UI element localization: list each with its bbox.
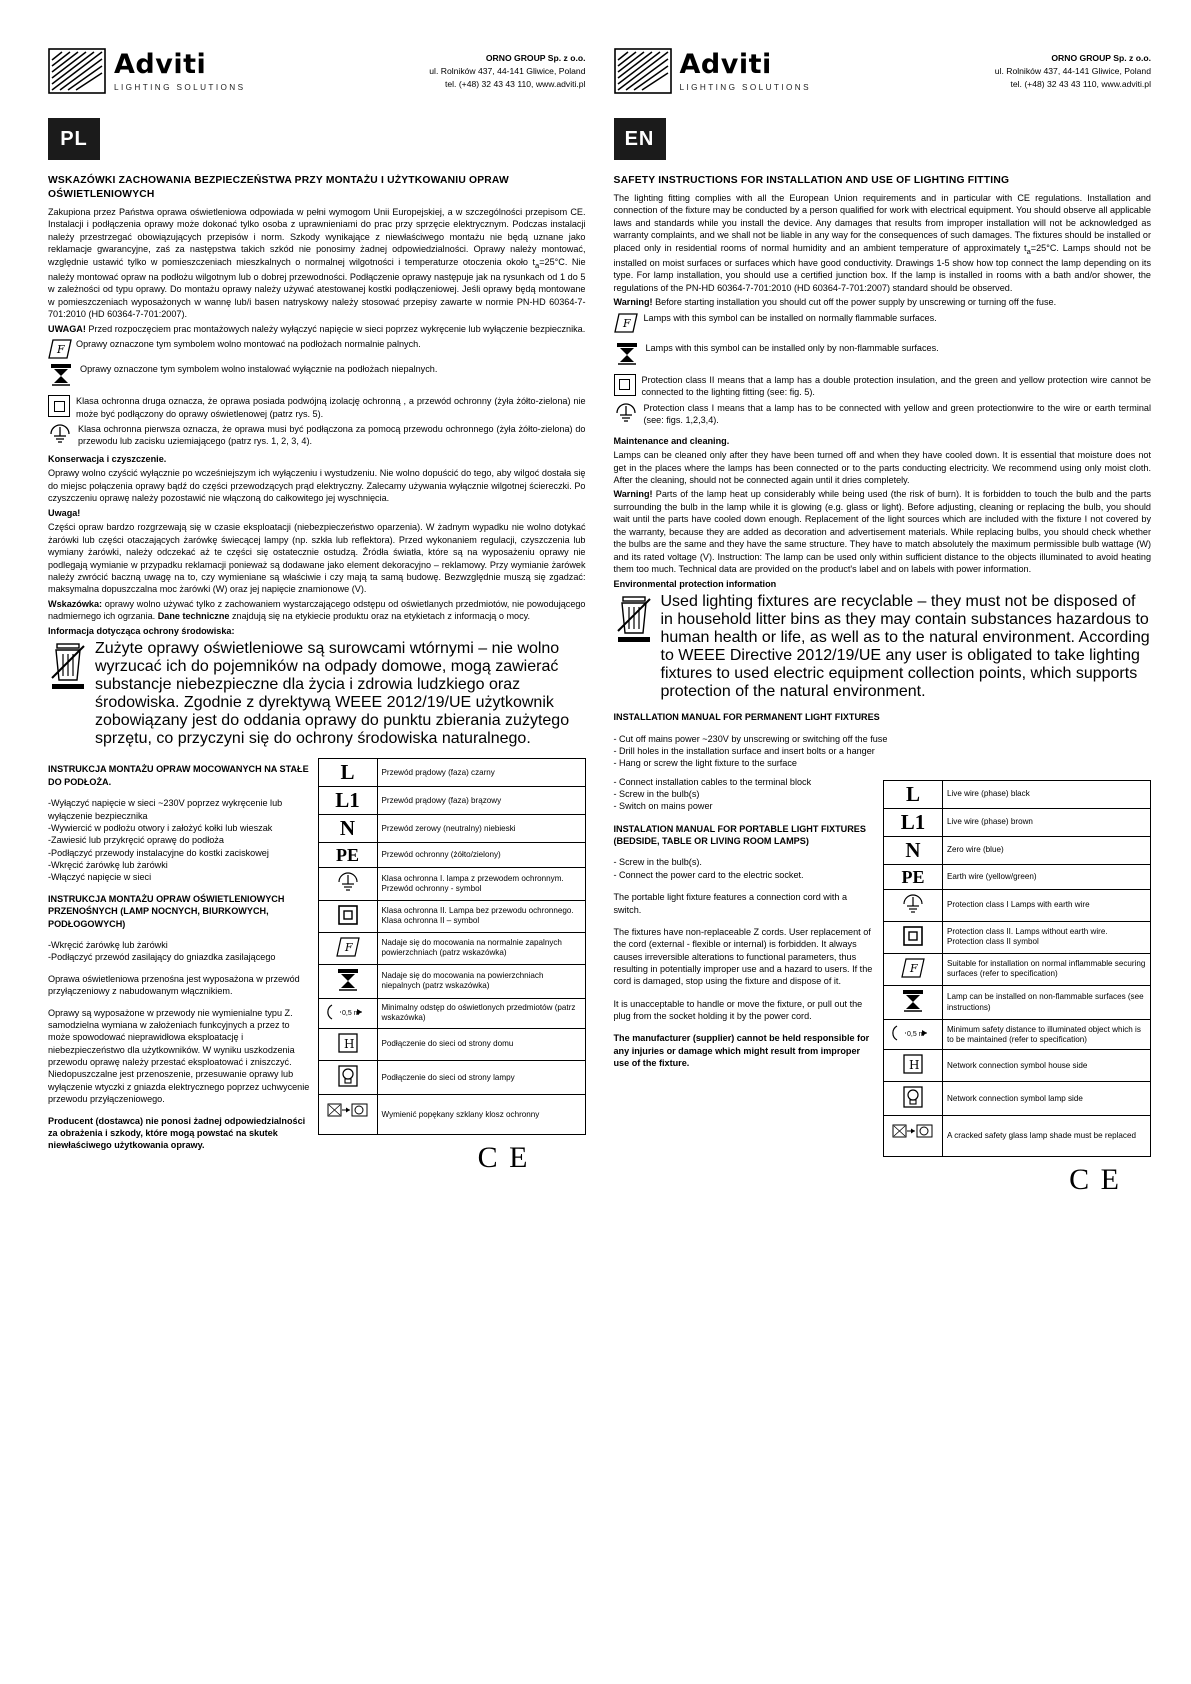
svg-text:H: H	[343, 1036, 354, 1051]
ce-mark-pl: C E	[477, 1141, 530, 1175]
en-title: SAFETY INSTRUCTIONS FOR INSTALLATION AND USE OF LIGHTING FITTING	[613, 175, 1010, 186]
company-contact: tel. (+48) 32 43 43 110, www.adviti.pl	[444, 78, 586, 89]
house-icon	[884, 1050, 943, 1082]
nonflammable-icon	[318, 964, 377, 998]
en-warning-text: Before starting installation you should cut off the power supply by unscrewing or turning off the fuse.	[652, 297, 1057, 308]
table-row	[318, 932, 585, 964]
company-contact: tel. (+48) 32 43 43 110, www.adviti.pl	[1010, 78, 1151, 89]
pl-symbol-flammable-text: Oprawy oznaczone tym symbolem wolno montować na podłożach normalnie palnych.	[76, 339, 421, 350]
en-install-step-1: - Drill holes in the installation surface and insert bolts or a hanger	[613, 745, 875, 756]
en-env-title: Environmental protection information	[613, 578, 777, 589]
pl-warning-label: UWAGA!	[48, 323, 86, 334]
legend-text-1: Live wire (phase) brown	[943, 808, 1151, 836]
table-row	[318, 815, 585, 843]
pl-p1: Zakupiona przez Państwa oprawa oświetleniowa odpowiada w pełni wymogom Unii Europejskiej, a w szczególności przepisom CE. Instalacji i podłączenia oprawy może dokonać tylko osoba z uprawnieniami do prac przy sprzęcie elektrycznym. Podczas instalacji należy przestrzegać obowiązujących przepisów i norm. Szkody wynikające z niewłaściwego montażu nie będą uznane jako reklamacje gwarancyjne, zaś za następstwa takich szkód nie ponosimy żadnej odpowiedzialności. Oprawy należy montować, względnie ustawić tylko w pomieszczeniach mieszkalnych o normalnej wilgotności i temperaturze otoczenia około t	[48, 206, 586, 267]
en-symbol-class2-row	[614, 374, 1152, 399]
legend-letter-n: N	[905, 837, 921, 862]
table-row	[884, 780, 1151, 808]
en-warning2-text: Parts of the lamp heat up considerably while being used (the risk of burn). It is forbidden to touch the bulb and the parts surrounding the bulb in the lamp while it is glowing (e.g. glass or light). Before adjusting, cleaning or replacing the bulb, you should wait until the parts have cooled down enough. Replacement of the light sources which are included with the fixture I not covered by the warranty, because they are added as decoration and advertisement materials. While replacing bulbs, you should check whether the bulbs are the same and they have the same structure. They have to match absolutely the maximum permissible bulb wattage (W) and its rated voltage (V). Instruction: The lamp can be used only within sufficient distance to the objects illuminated to avoid heating them too much. Technical data are provided on the product's label and on labels with power information.	[613, 489, 1151, 575]
en-portable-text: The portable light fixture features a connection cord with a switch.	[613, 892, 848, 915]
pl-install-step-1: -Wywiercić w podłożu otwory i założyć kołki lub wieszak	[48, 822, 273, 833]
en-install2-step-0: - Screw in the bulb(s).	[613, 857, 702, 868]
en-warning-label: Warning!	[613, 297, 653, 308]
en-install2-step-1: - Connect the power card to the electric socket.	[613, 869, 804, 880]
svg-text:F: F	[910, 961, 918, 975]
pl-title: WSKAZÓWKI ZACHOWANIA BEZPIECZEŃSTWA PRZY MONTAŻU I UŻYTKOWANIU OPRAW OŚWIETLENIOWYCH	[48, 175, 509, 200]
brand-text-en	[680, 48, 811, 92]
ta-sub: a	[535, 260, 540, 270]
table-row	[318, 1028, 585, 1060]
pl-recycle-row	[48, 640, 586, 748]
company-address-pl	[429, 48, 585, 91]
en-symbol-class1-text: Protection class I means that a lamp has to be connected with yellow and green protectionwire to the wire or earth terminal (see: figs. 1,2,3,4).	[643, 402, 1151, 426]
legend-text-2: Zero wire (blue)	[943, 836, 1151, 864]
brand-name: Adviti	[114, 49, 207, 80]
legend-text-5: Klasa ochronna II. Lampa bez przewodu ochronnego. Klasa ochronna II – symbol	[377, 900, 585, 932]
legend-text-0: Przewód prądowy (faza) czarny	[377, 759, 585, 787]
nonflammable-icon	[614, 342, 640, 371]
distance-icon	[318, 998, 377, 1028]
table-row	[318, 1061, 585, 1095]
svg-text:F: F	[57, 343, 65, 357]
svg-text:F: F	[344, 940, 353, 954]
en-maint-title: Maintenance and cleaning.	[613, 435, 730, 446]
pl-symbol-flammable-row	[48, 338, 586, 360]
svg-text:0,5 m: 0,5 m	[907, 1031, 925, 1039]
earth-icon	[614, 402, 638, 429]
en-maintenance	[614, 435, 1152, 590]
en-warning2-label: Warning!	[613, 489, 653, 500]
pl-legend-table	[318, 758, 586, 1135]
table-row	[884, 836, 1151, 864]
column-pl	[48, 48, 586, 1197]
legend-text-4: Protection class I Lamps with earth wire	[943, 889, 1151, 921]
company-name: ORNO GROUP Sp. z o.o.	[1051, 53, 1151, 63]
legend-letter-l1: L1	[335, 788, 360, 813]
en-recycle-row	[614, 593, 1152, 701]
en-disclaimer: The manufacturer (supplier) cannot be held responsible for any injuries or damage which might result from improper use of the fixture.	[613, 1033, 870, 1069]
en-portable-text2: The fixtures have non-replaceable Z cords. User replacement of the cord (external - flexible or internal) is forbidden. It always causes irreversible alterations to functional parameters, thus resulting in potentially improper use and a hazard to users. If the cord is damaged, stop using the fixture and dispose of it.	[613, 926, 873, 987]
svg-text:H: H	[909, 1058, 920, 1073]
table-row	[884, 808, 1151, 836]
pl-install2-step-0: -Wkręcić żarówkę lub żarówki	[48, 939, 168, 950]
crossed-bin-icon	[614, 593, 654, 650]
legend-text-5: Protection class II. Lamps without earth wire. Protection class II symbol	[943, 921, 1151, 953]
legend-letter-n: N	[339, 816, 356, 841]
legend-text-7: Nadaje się do mocowania na powierzchniach niepalnych (patrz wskazówka)	[377, 964, 585, 998]
company-name: ORNO GROUP Sp. z o.o.	[485, 53, 586, 63]
table-row	[884, 1020, 1151, 1050]
legend-text-11: A cracked safety glass lamp shade must be replaced	[943, 1116, 1151, 1156]
table-row	[884, 953, 1151, 985]
en-bottom	[614, 776, 1152, 1197]
adviti-logo-icon	[48, 48, 106, 94]
pl-symbol-class2-text: Klasa ochronna druga oznacza, że oprawa posiada podwójną izolację ochronną , a przewód ochronny (żyła żółto-zielona) nie może być podłączony do oprawy oświetlenowej (patrz rys. 5).	[76, 396, 586, 419]
language-badge-pl: PL	[48, 118, 100, 160]
legend-letter-l: L	[905, 781, 920, 806]
earth-icon	[884, 889, 943, 921]
house-icon	[318, 1028, 377, 1060]
company-street: ul. Rolników 437, 44-141 Gliwice, Poland	[994, 65, 1151, 76]
crossed-bin-icon	[48, 640, 88, 697]
pl-maint-text: Oprawy wolno czyścić wyłącznie po wcześniejszym ich wyłączeniu i wystudzeniu. Nie wolno dopuścić do tego, aby wilgoć dostała się do miejsc połączenia oprawy bądź do części przewodzących prąd elektryczny. Zalecamy używania wyłącznie wilgotnej ściereczki. Po czyszczeniu oprawę należy pozostawić nie włączoną do całkowitego jej wyschnięcia.	[48, 468, 586, 504]
brand-tagline: LIGHTING SOLUTIONS	[114, 83, 246, 92]
legend-text-6: Suitable for installation on normal inflammable securing surfaces (refer to specification)	[943, 953, 1151, 985]
legend-text-0: Live wire (phase) black	[943, 780, 1151, 808]
en-symbol-class1-row	[614, 402, 1152, 429]
pl-install-step-0: -Wyłączyć napięcie w sieci ~230V poprzez wykręcenie lub wyłączenie bezpiecznika	[48, 798, 283, 821]
pl-tip-label: Wskazówka:	[48, 598, 103, 609]
class2-icon	[614, 374, 636, 396]
legend-text-10: Podłączenie do sieci od strony lampy	[377, 1061, 585, 1095]
ce-mark-en: C E	[1069, 1162, 1121, 1196]
pl-install-title: INSTRUKCJA MONTAŻU OPRAW MOCOWANYCH NA STAŁE DO PODŁOŻA.	[48, 764, 309, 787]
lamp-icon	[318, 1061, 377, 1095]
svg-text:F: F	[622, 316, 631, 330]
pl-install-step-5: -Włączyć napięcie w sieci	[48, 872, 152, 883]
en-env-text: Used lighting fixtures are recyclable – they must not be disposed of in household litter bins as they may contain substances hazardous to human health or life, as well as to the natural environment. According to WEEE Directive 2012/19/UE any user is obligated to take lighting fixtures to used electric equipment collection points, which supports protection of the natural environment.	[660, 593, 1150, 701]
class2-icon	[884, 921, 943, 953]
table-row	[884, 889, 1151, 921]
table-row	[884, 1116, 1151, 1156]
pl-tip-text2: znajdują się na etykiecie produktu oraz na etykietach z informacją o mocy.	[229, 611, 531, 622]
en-symbol-nonflammable-text: Lamps with this symbol can be installed only by non-flammable surfaces.	[645, 342, 939, 353]
en-install2-title: INSTALATION MANUAL FOR PORTABLE LIGHT FIXTURES (BEDSIDE, TABLE OR LIVING ROOM LAMPS)	[613, 823, 866, 847]
table-row	[884, 1050, 1151, 1082]
table-row	[884, 986, 1151, 1020]
pl-symbol-class2-row	[48, 395, 586, 420]
legend-text-9: Podłączenie do sieci od strony domu	[377, 1028, 585, 1060]
legend-text-3: Przewód ochronny (żółto/zielony)	[377, 843, 585, 868]
en-install-step-5: - Switch on mains power	[613, 801, 713, 812]
pl-env-title: Informacja dotycząca ochrony środowiska:	[48, 625, 235, 636]
legend-text-9: Network connection symbol house side	[943, 1050, 1151, 1082]
legend-letter-pe: PE	[335, 845, 359, 866]
table-row	[318, 843, 585, 868]
class2-icon	[48, 395, 70, 417]
en-portable-text3: It is unacceptable to handle or move the fixture, or pull out the plug from the socket holding it by the power cord.	[613, 998, 863, 1022]
pl-install-step-3: -Podłączyć przewody instalacyjne do kostki zaciskowej	[48, 847, 269, 858]
logo-en	[614, 48, 811, 94]
en-p1b: =25°C. Lamps should not be installed on moist surfaces or surfaces which have good conductivity. Drawings 1-5 show how top connect the lamp depending on its type. For lamp installation, you should use a certified junction box. If the lamp is installed in rooms with a bath and/or shower, the regulations of the PN-HD 60364-7-701:2010 (HD 60364-7-701:2007) standard should be observed.	[613, 242, 1151, 293]
distance-icon	[884, 1020, 943, 1050]
pl-symbol-nonflammable-text: Oprawy oznaczone tym symbolem wolno instalować wyłącznie na podłożach niepalnych.	[80, 364, 438, 375]
legend-text-2: Przewód zerowy (neutralny) niebieski	[377, 815, 585, 843]
pl-env-text: Zużyte oprawy oświetleniowe są surowcami wtórnymi – nie wolno wyrzucać ich do pojemników na odpady domowe, mogą zawierać substancje niebezpieczne dla życia i zdrowia ludzkiego oraz środowiska. Zgodnie z dyrektywą WEEE 2012/19/UE użytkownik zobowiązany jest do oddania oprawy do punktu zbierania zużytego sprzętu, co przyczyni się do ochrony środowiska naturalnego.	[95, 640, 570, 748]
pl-maintenance	[48, 453, 586, 637]
pl-install-block	[48, 754, 310, 1160]
en-install-block	[614, 776, 876, 1079]
earth-icon	[318, 868, 377, 900]
en-symbol-class2-text: Protection class II means that a lamp has a double protection insulation, and the green and yellow protection wire cannot be connected to the lighting fitting (see: fig. 5).	[641, 374, 1151, 398]
en-symbol-nonflammable-row	[614, 342, 1152, 371]
cracked-glass-icon	[884, 1116, 943, 1156]
pl-warning-text: Przed rozpoczęciem prac montażowych należy wyłączyć napięcie w sieci poprzez wykręcenie lub wyłączenie bezpiecznika.	[85, 323, 586, 334]
table-row	[318, 787, 585, 815]
legend-text-8: Minimalny odstęp do oświetlonych przedmiotów (patrz wskazówka)	[377, 998, 585, 1028]
adviti-logo-icon	[614, 48, 672, 94]
pl-bottom	[48, 754, 586, 1175]
class2-icon	[318, 900, 377, 932]
brand-tagline: LIGHTING SOLUTIONS	[679, 83, 811, 92]
flammable-icon	[48, 338, 70, 360]
en-legend-wrap	[883, 776, 1151, 1197]
logo-pl	[48, 48, 245, 94]
pl-uwaga2-text: Części opraw bardzo rozgrzewają się w czasie eksploatacji (niebezpieczeństwo oparzenia). W żadnym wypadku nie wolno dotykać żarówki lub części otaczających żarówkę świecącej lampy (np. szkła lub reflektora). Przed wykonaniem regulacji, czyszczenia lub wymiany żarówki, należy odczekać aż te części się ostatecznie ostudzą. Źródła światła, które są na wyposażeniu oprawy nie podlegają wymianie w przypadku reklamacji ponieważ są dodawane jako element dekoracyjno – reklamowy. Przy wymianie żarówek należy zwrócić baczną uwagę na to, czy wymieniane są właściwie i czy mają ta samą budowę. Bezwzględnie muszą się zgadzać: maksymalna dopuszczalna moc żarówki (W) oraz jej napięcie znamionowe (V).	[48, 522, 586, 595]
pl-symbol-class1-text: Klasa ochronna pierwsza oznacza, że oprawa musi być podłączona za pomocą przewodu ochronnego (żyła żółto-zielona) do przewodu lub zacisku uziemiającego (patrz rys. 1, 2, 3, 4).	[78, 423, 586, 447]
nonflammable-icon	[884, 986, 943, 1020]
table-row	[318, 998, 585, 1028]
lamp-icon	[884, 1082, 943, 1116]
pl-install2-title: INSTRUKCJA MONTAŻU OPRAW OŚWIETLENIOWYCH PRZENOŚNYCH (LAMP NOCNYCH, BIURKOWYCH, PODŁOGOWYCH)	[48, 893, 285, 929]
header-en	[614, 48, 1152, 94]
pl-p1b: =25°C. Nie należy montować opraw na podłożu wilgotnym lub o dobrej przewodności. Podłączenie oprawy następuje jak na rysunkach od 1 do 5 w zależności od typu oprawy. Do montażu oprawy należy używać atestowanej kostki podłączeniowej. Jeśli oprawy będą montowane w pomieszczeniach wyposażonych w wannę lub/i basen natryskowy należy stosować przepisy zawarte w normie PN-HD 60364-7-701:2010 (HD 60364-7-701:2007).	[48, 256, 586, 320]
pl-symbol-nonflammable-row	[48, 363, 586, 392]
language-badge-en: EN	[614, 118, 666, 160]
en-install-step-4: - Screw in the bulb(s)	[613, 788, 700, 799]
pl-maint-title: Konserwacja i czyszczenie.	[48, 453, 167, 464]
en-p1: The lighting fitting complies with all the European Union requirements and in particular with CE regulations. Installation and connection of the fixture may be conducted by a person qualified for work with electrical equipment. You should observe all applicable laws and standards while you install the device. Any damages that results from improper installation will not be acknowledged as warranty complaints, and we shall not be liable in any way for the consequences of such damages. The fixtures should be installed or placed only in residential rooms of normal humidity and an ambient temperature of approximately t	[613, 192, 1151, 253]
legend-text-1: Przewód prądowy (faza) brązowy	[377, 787, 585, 815]
column-en	[614, 48, 1152, 1197]
pl-portable-text: Oprawa oświetleniowa przenośna jest wyposażona w przewód przyłączeniowy z nabudowanym włącznikiem.	[48, 973, 300, 997]
table-row	[318, 964, 585, 998]
en-install-step-2: - Hang or screw the light fixture to the surface	[613, 758, 797, 769]
legend-letter-l1: L1	[900, 809, 926, 834]
pl-tip-text: oprawy wolno używać tylko z zachowaniem wystarczającego odstępu od oświetlanych przedmiotów, nie powodującego nadmiernego ich ogrzania.	[48, 598, 586, 622]
legend-letter-l: L	[340, 760, 355, 785]
ta-sub: a	[1026, 246, 1031, 256]
pl-legend-wrap	[318, 754, 586, 1175]
table-row	[318, 1095, 585, 1135]
legend-text-8: Minimum safety distance to illuminated object which is to be maintained (refer to specification)	[943, 1020, 1151, 1050]
legend-text-7: Lamp can be installed on non-flammable surfaces (see instructions)	[943, 986, 1151, 1020]
pl-portable-text2: Oprawy są wyposażone w przewody nie wymienialne typu Z. samodzielna wymiana w założeniach funkcyjnych a przez to może spowodować nieprawidłowa eksploatację i niebezpieczeństwo dla użytkowników. W wyniku uszkodzenia przewodu oprawę należy przestać eksploatować i zniszczyć. Niedopuszczalne jest przenoszenie, przesuwanie oprawy lub wyłączenie wtyczki z gniazda elektrycznego poprzez uchwycenie przewodu przyłączeniowego.	[48, 1007, 310, 1105]
en-maint-text: Lamps can be cleaned only after they have been turned off and when they have cooled down. It is essential that moisture does not get in the places where the lamps has been connected or to the parts conducting electricity. We recommend using only moist cloth. After the cleaning, should not be connected again until it dries completely.	[613, 450, 1151, 485]
company-address-en	[995, 48, 1151, 91]
table-row	[884, 864, 1151, 889]
ce-mark-pl-wrap	[318, 1141, 586, 1175]
en-symbol-flammable-text: Lamps with this symbol can be installed on normally flammable surfaces.	[643, 312, 937, 323]
table-row	[884, 921, 1151, 953]
nonflammable-icon	[48, 363, 74, 392]
flammable-icon	[614, 312, 638, 339]
header-pl	[48, 48, 586, 94]
pl-disclaimer: Producent (dostawca) nie ponosi żadnej odpowiedzialności za obrażenia i szkody, które mogą powstać na skutek niewłaściwego użytkowania oprawy.	[48, 1115, 306, 1151]
company-street: ul. Rolników 437, 44-141 Gliwice, Poland	[429, 65, 586, 76]
table-row	[318, 900, 585, 932]
en-install-step-3: - Connect installation cables to the terminal block	[613, 776, 812, 787]
pl-install-step-4: -Wkręcić żarówkę lub żarówki	[48, 860, 168, 870]
table-row	[318, 759, 585, 787]
pl-uwaga2-label: Uwaga!	[48, 507, 81, 518]
table-row	[318, 868, 585, 900]
en-symbol-flammable-row	[614, 312, 1152, 339]
table-row	[884, 1082, 1151, 1116]
legend-text-11: Wymienić popękany szklany klosz ochronny	[377, 1095, 585, 1135]
en-install-step-0: - Cut off mains power ~230V by unscrewing or switching off the fuse	[613, 733, 888, 744]
legend-text-10: Network connection symbol lamp side	[943, 1082, 1151, 1116]
brand-text-pl	[114, 48, 245, 92]
cracked-glass-icon	[318, 1095, 377, 1135]
legend-letter-pe: PE	[901, 866, 925, 887]
en-intro	[614, 192, 1152, 309]
ce-mark-en-wrap	[883, 1163, 1151, 1197]
earth-icon	[48, 423, 72, 450]
pl-tip-label2: Dane techniczne	[157, 611, 230, 622]
en-install-title: INSTALLATION MANUAL FOR PERMANENT LIGHT FIXTURES	[613, 712, 880, 723]
svg-text:0,5 m: 0,5 m	[341, 1009, 360, 1017]
legend-text-6: Nadaje się do mocowania na normalnie zapalnych powierzchniach (patrz wskazówka)	[377, 932, 585, 964]
flammable-icon	[318, 932, 377, 964]
brand-name: Adviti	[679, 49, 772, 80]
pl-install-step-2: -Zawiesić lub przykręcić oprawę do podłoża	[48, 835, 224, 846]
pl-intro	[48, 206, 586, 335]
en-legend-table	[883, 780, 1151, 1157]
flammable-icon	[884, 953, 943, 985]
pl-install2-step-1: -Podłączyć przewód zasilający do gniazdka zasilającego	[48, 952, 276, 963]
legend-text-3: Earth wire (yellow/green)	[943, 864, 1151, 889]
legend-text-4: Klasa ochronna I. lampa z przewodem ochronnym. Przewód ochronny - symbol	[377, 868, 585, 900]
pl-symbol-class1-row	[48, 423, 586, 450]
